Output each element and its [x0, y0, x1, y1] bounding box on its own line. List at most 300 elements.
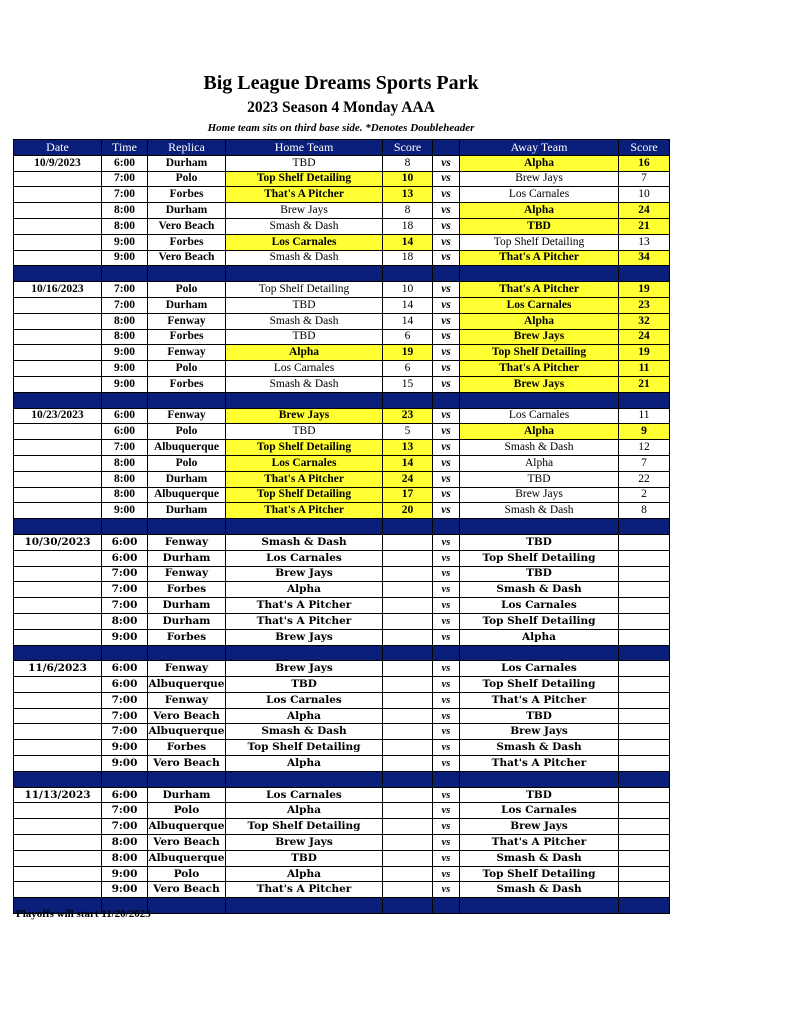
game-time: 6:00 — [102, 661, 148, 677]
separator-cell — [383, 771, 433, 787]
away-team: Top Shelf Detailing — [460, 234, 619, 250]
vs-label: vs — [433, 661, 460, 677]
home-team: Top Shelf Detailing — [226, 440, 383, 456]
game-time: 7:00 — [102, 724, 148, 740]
home-score: 18 — [383, 250, 433, 266]
game-time: 7:00 — [102, 297, 148, 313]
game-replica: Durham — [148, 503, 226, 519]
separator-cell — [433, 771, 460, 787]
separator-cell — [619, 392, 670, 408]
game-row — [14, 203, 670, 219]
away-team: Alpha — [460, 424, 619, 440]
home-team: That's A Pitcher — [226, 598, 383, 614]
vs-label: vs — [433, 835, 460, 851]
vs-label: vs — [433, 218, 460, 234]
game-replica: Durham — [148, 155, 226, 171]
home-score — [383, 756, 433, 772]
home-team: Brew Jays — [226, 408, 383, 424]
home-team: That's A Pitcher — [226, 187, 383, 203]
vs-label: vs — [433, 566, 460, 582]
game-time: 6:00 — [102, 408, 148, 424]
home-team: Los Carnales — [226, 692, 383, 708]
away-team: Smash & Dash — [460, 740, 619, 756]
home-score: 6 — [383, 361, 433, 377]
home-team: Smash & Dash — [226, 250, 383, 266]
away-score — [619, 866, 670, 882]
game-date — [14, 313, 102, 329]
away-team: Los Carnales — [460, 803, 619, 819]
header-row — [14, 140, 670, 156]
away-score — [619, 613, 670, 629]
game-date: 10/23/2023 — [14, 408, 102, 424]
away-team: Los Carnales — [460, 661, 619, 677]
home-team: TBD — [226, 677, 383, 693]
game-replica: Vero Beach — [148, 218, 226, 234]
away-team: TBD — [460, 218, 619, 234]
separator-cell — [619, 645, 670, 661]
playoffs-note: Playoffs will start 11/20/2023 — [16, 908, 151, 920]
home-team: That's A Pitcher — [226, 471, 383, 487]
separator-cell — [433, 898, 460, 914]
game-replica: Forbes — [148, 234, 226, 250]
game-row — [14, 234, 670, 250]
vs-label: vs — [433, 850, 460, 866]
home-score — [383, 534, 433, 550]
away-team: TBD — [460, 708, 619, 724]
home-score — [383, 787, 433, 803]
game-replica: Durham — [148, 297, 226, 313]
separator-cell — [460, 519, 619, 535]
separator-cell — [148, 519, 226, 535]
game-date — [14, 329, 102, 345]
game-date — [14, 297, 102, 313]
home-score: 19 — [383, 345, 433, 361]
col-header-away-score: Score — [619, 140, 670, 156]
vs-label: vs — [433, 692, 460, 708]
home-score — [383, 566, 433, 582]
game-date — [14, 882, 102, 898]
away-score — [619, 534, 670, 550]
col-header-replica: Replica — [148, 140, 226, 156]
separator-cell — [148, 645, 226, 661]
game-date — [14, 234, 102, 250]
game-time: 8:00 — [102, 313, 148, 329]
game-time: 9:00 — [102, 866, 148, 882]
home-team: Top Shelf Detailing — [226, 282, 383, 298]
game-time: 9:00 — [102, 740, 148, 756]
away-team: Alpha — [460, 455, 619, 471]
home-team: TBD — [226, 297, 383, 313]
vs-label: vs — [433, 345, 460, 361]
home-score: 23 — [383, 408, 433, 424]
game-date — [14, 629, 102, 645]
away-score — [619, 740, 670, 756]
game-date — [14, 835, 102, 851]
away-score — [619, 708, 670, 724]
away-score: 21 — [619, 376, 670, 392]
game-row — [14, 582, 670, 598]
away-score: 7 — [619, 455, 670, 471]
home-score — [383, 835, 433, 851]
home-score — [383, 819, 433, 835]
away-score — [619, 756, 670, 772]
home-team: Top Shelf Detailing — [226, 171, 383, 187]
game-time: 7:00 — [102, 566, 148, 582]
vs-label: vs — [433, 503, 460, 519]
col-header-home-team: Home Team — [226, 140, 383, 156]
away-team: Alpha — [460, 629, 619, 645]
game-replica: Albuquerque — [148, 487, 226, 503]
game-time: 8:00 — [102, 329, 148, 345]
game-replica: Fenway — [148, 566, 226, 582]
game-date — [14, 218, 102, 234]
game-replica: Vero Beach — [148, 835, 226, 851]
vs-label: vs — [433, 234, 460, 250]
away-team: TBD — [460, 787, 619, 803]
away-team: Top Shelf Detailing — [460, 866, 619, 882]
game-time: 9:00 — [102, 234, 148, 250]
away-team: That's A Pitcher — [460, 835, 619, 851]
separator-cell — [433, 266, 460, 282]
away-team: Smash & Dash — [460, 582, 619, 598]
page-title: Big League Dreams Sports Park — [203, 72, 479, 94]
game-row — [14, 708, 670, 724]
game-row — [14, 487, 670, 503]
away-score: 11 — [619, 408, 670, 424]
separator-cell — [226, 898, 383, 914]
game-replica: Polo — [148, 171, 226, 187]
game-replica: Fenway — [148, 692, 226, 708]
away-score: 12 — [619, 440, 670, 456]
home-team: Los Carnales — [226, 455, 383, 471]
game-replica: Forbes — [148, 187, 226, 203]
season-subtitle: 2023 Season 4 Monday AAA — [247, 99, 435, 116]
separator-cell — [383, 392, 433, 408]
separator-cell — [226, 519, 383, 535]
separator-cell — [460, 266, 619, 282]
game-row — [14, 850, 670, 866]
home-score: 8 — [383, 203, 433, 219]
vs-label: vs — [433, 361, 460, 377]
vs-label: vs — [433, 282, 460, 298]
game-replica: Vero Beach — [148, 882, 226, 898]
col-header-time: Time — [102, 140, 148, 156]
home-score: 10 — [383, 282, 433, 298]
game-row — [14, 471, 670, 487]
vs-label: vs — [433, 724, 460, 740]
separator-cell — [14, 392, 102, 408]
away-team: Brew Jays — [460, 487, 619, 503]
away-team: Top Shelf Detailing — [460, 550, 619, 566]
away-score: 9 — [619, 424, 670, 440]
game-date — [14, 850, 102, 866]
away-team: Brew Jays — [460, 819, 619, 835]
away-team: Brew Jays — [460, 329, 619, 345]
game-row — [14, 882, 670, 898]
away-score: 16 — [619, 155, 670, 171]
game-date — [14, 566, 102, 582]
col-header-away-team: Away Team — [460, 140, 619, 156]
away-score — [619, 882, 670, 898]
col-header-home-score: Score — [383, 140, 433, 156]
vs-label: vs — [433, 534, 460, 550]
vs-label: vs — [433, 629, 460, 645]
game-date — [14, 756, 102, 772]
vs-label: vs — [433, 155, 460, 171]
away-score: 2 — [619, 487, 670, 503]
week-separator — [14, 392, 670, 408]
away-score — [619, 835, 670, 851]
separator-cell — [148, 898, 226, 914]
game-time: 9:00 — [102, 629, 148, 645]
schedule-body — [14, 155, 670, 913]
game-row — [14, 250, 670, 266]
game-replica: Durham — [148, 550, 226, 566]
away-score — [619, 787, 670, 803]
game-date — [14, 740, 102, 756]
away-team: Top Shelf Detailing — [460, 677, 619, 693]
game-row — [14, 866, 670, 882]
home-score: 13 — [383, 440, 433, 456]
game-row — [14, 613, 670, 629]
game-replica: Fenway — [148, 408, 226, 424]
away-score — [619, 850, 670, 866]
away-team: Alpha — [460, 203, 619, 219]
game-time: 6:00 — [102, 424, 148, 440]
game-replica: Polo — [148, 282, 226, 298]
game-time: 9:00 — [102, 756, 148, 772]
game-row — [14, 550, 670, 566]
game-date — [14, 487, 102, 503]
game-row — [14, 329, 670, 345]
home-score: 14 — [383, 313, 433, 329]
game-date: 10/9/2023 — [14, 155, 102, 171]
home-score: 5 — [383, 424, 433, 440]
away-score — [619, 598, 670, 614]
home-team: Brew Jays — [226, 835, 383, 851]
separator-cell — [148, 771, 226, 787]
game-row — [14, 629, 670, 645]
away-score — [619, 566, 670, 582]
home-score: 20 — [383, 503, 433, 519]
vs-label: vs — [433, 550, 460, 566]
game-replica: Vero Beach — [148, 250, 226, 266]
vs-label: vs — [433, 803, 460, 819]
home-score: 14 — [383, 234, 433, 250]
game-replica: Albuquerque — [148, 440, 226, 456]
game-date — [14, 424, 102, 440]
game-time: 8:00 — [102, 835, 148, 851]
home-score: 18 — [383, 218, 433, 234]
home-team: That's A Pitcher — [226, 503, 383, 519]
game-time: 7:00 — [102, 582, 148, 598]
vs-label: vs — [433, 582, 460, 598]
away-team: Top Shelf Detailing — [460, 345, 619, 361]
game-row — [14, 598, 670, 614]
home-team: Top Shelf Detailing — [226, 740, 383, 756]
game-date — [14, 613, 102, 629]
away-score: 22 — [619, 471, 670, 487]
away-score: 11 — [619, 361, 670, 377]
game-date — [14, 361, 102, 377]
game-row — [14, 677, 670, 693]
game-time: 6:00 — [102, 155, 148, 171]
game-time: 7:00 — [102, 282, 148, 298]
separator-cell — [433, 392, 460, 408]
home-team: That's A Pitcher — [226, 882, 383, 898]
away-team: That's A Pitcher — [460, 250, 619, 266]
away-score: 10 — [619, 187, 670, 203]
away-score: 7 — [619, 171, 670, 187]
home-team: Alpha — [226, 345, 383, 361]
vs-label: vs — [433, 882, 460, 898]
home-team: Brew Jays — [226, 661, 383, 677]
game-date: 10/30/2023 — [14, 534, 102, 550]
game-date — [14, 471, 102, 487]
game-row — [14, 408, 670, 424]
home-team: Brew Jays — [226, 566, 383, 582]
home-score — [383, 613, 433, 629]
game-replica: Albuquerque — [148, 677, 226, 693]
game-time: 9:00 — [102, 503, 148, 519]
separator-cell — [433, 519, 460, 535]
vs-label: vs — [433, 329, 460, 345]
game-date — [14, 582, 102, 598]
vs-label: vs — [433, 408, 460, 424]
home-score: 6 — [383, 329, 433, 345]
game-date — [14, 503, 102, 519]
separator-cell — [460, 645, 619, 661]
home-team: Alpha — [226, 582, 383, 598]
away-team: That's A Pitcher — [460, 692, 619, 708]
game-row — [14, 440, 670, 456]
away-team: TBD — [460, 566, 619, 582]
game-row — [14, 787, 670, 803]
home-team: Brew Jays — [226, 629, 383, 645]
home-team: Los Carnales — [226, 234, 383, 250]
game-replica: Albuquerque — [148, 724, 226, 740]
game-time: 8:00 — [102, 850, 148, 866]
away-team: Los Carnales — [460, 598, 619, 614]
home-score: 8 — [383, 155, 433, 171]
game-time: 8:00 — [102, 487, 148, 503]
away-score: 34 — [619, 250, 670, 266]
game-date — [14, 203, 102, 219]
game-date: 11/13/2023 — [14, 787, 102, 803]
game-date — [14, 187, 102, 203]
away-team: Alpha — [460, 155, 619, 171]
vs-label: vs — [433, 756, 460, 772]
game-replica: Polo — [148, 803, 226, 819]
game-row — [14, 819, 670, 835]
away-score — [619, 692, 670, 708]
game-replica: Polo — [148, 361, 226, 377]
home-team: TBD — [226, 155, 383, 171]
game-row — [14, 361, 670, 377]
home-team: Top Shelf Detailing — [226, 487, 383, 503]
game-replica: Vero Beach — [148, 756, 226, 772]
vs-label: vs — [433, 708, 460, 724]
away-team: Brew Jays — [460, 171, 619, 187]
separator-cell — [14, 645, 102, 661]
vs-label: vs — [433, 455, 460, 471]
away-score — [619, 724, 670, 740]
home-score: 10 — [383, 171, 433, 187]
game-time: 9:00 — [102, 361, 148, 377]
away-team: Top Shelf Detailing — [460, 613, 619, 629]
home-score — [383, 803, 433, 819]
game-row — [14, 187, 670, 203]
home-score: 14 — [383, 455, 433, 471]
vs-label: vs — [433, 787, 460, 803]
week-separator — [14, 519, 670, 535]
vs-label: vs — [433, 297, 460, 313]
away-team: Smash & Dash — [460, 440, 619, 456]
game-row — [14, 756, 670, 772]
game-row — [14, 455, 670, 471]
game-replica: Durham — [148, 787, 226, 803]
game-replica: Fenway — [148, 534, 226, 550]
home-score: 15 — [383, 376, 433, 392]
away-score: 13 — [619, 234, 670, 250]
game-row — [14, 835, 670, 851]
game-date — [14, 692, 102, 708]
separator-cell — [460, 392, 619, 408]
home-score — [383, 677, 433, 693]
home-team: Top Shelf Detailing — [226, 819, 383, 835]
separator-cell — [102, 266, 148, 282]
game-replica: Polo — [148, 455, 226, 471]
game-replica: Fenway — [148, 345, 226, 361]
game-date — [14, 345, 102, 361]
away-team: Smash & Dash — [460, 503, 619, 519]
away-score — [619, 661, 670, 677]
vs-label: vs — [433, 313, 460, 329]
separator-cell — [14, 771, 102, 787]
away-score: 24 — [619, 203, 670, 219]
home-score — [383, 598, 433, 614]
game-row — [14, 313, 670, 329]
home-team: Smash & Dash — [226, 313, 383, 329]
game-row — [14, 171, 670, 187]
game-replica: Forbes — [148, 376, 226, 392]
game-replica: Polo — [148, 866, 226, 882]
schedule-note: Home team sits on third base side. *Denotes Doubleheader — [207, 122, 475, 134]
separator-cell — [619, 771, 670, 787]
game-date — [14, 455, 102, 471]
game-replica: Durham — [148, 203, 226, 219]
vs-label: vs — [433, 424, 460, 440]
col-header-date: Date — [14, 140, 102, 156]
vs-label: vs — [433, 866, 460, 882]
away-score — [619, 803, 670, 819]
game-time: 9:00 — [102, 345, 148, 361]
vs-label: vs — [433, 487, 460, 503]
away-score — [619, 629, 670, 645]
game-row — [14, 218, 670, 234]
game-time: 8:00 — [102, 613, 148, 629]
home-team: That's A Pitcher — [226, 613, 383, 629]
separator-cell — [102, 392, 148, 408]
game-time: 8:00 — [102, 471, 148, 487]
game-row — [14, 740, 670, 756]
home-team: Smash & Dash — [226, 534, 383, 550]
game-row — [14, 692, 670, 708]
game-time: 7:00 — [102, 440, 148, 456]
week-separator — [14, 266, 670, 282]
separator-cell — [460, 771, 619, 787]
away-score: 21 — [619, 218, 670, 234]
